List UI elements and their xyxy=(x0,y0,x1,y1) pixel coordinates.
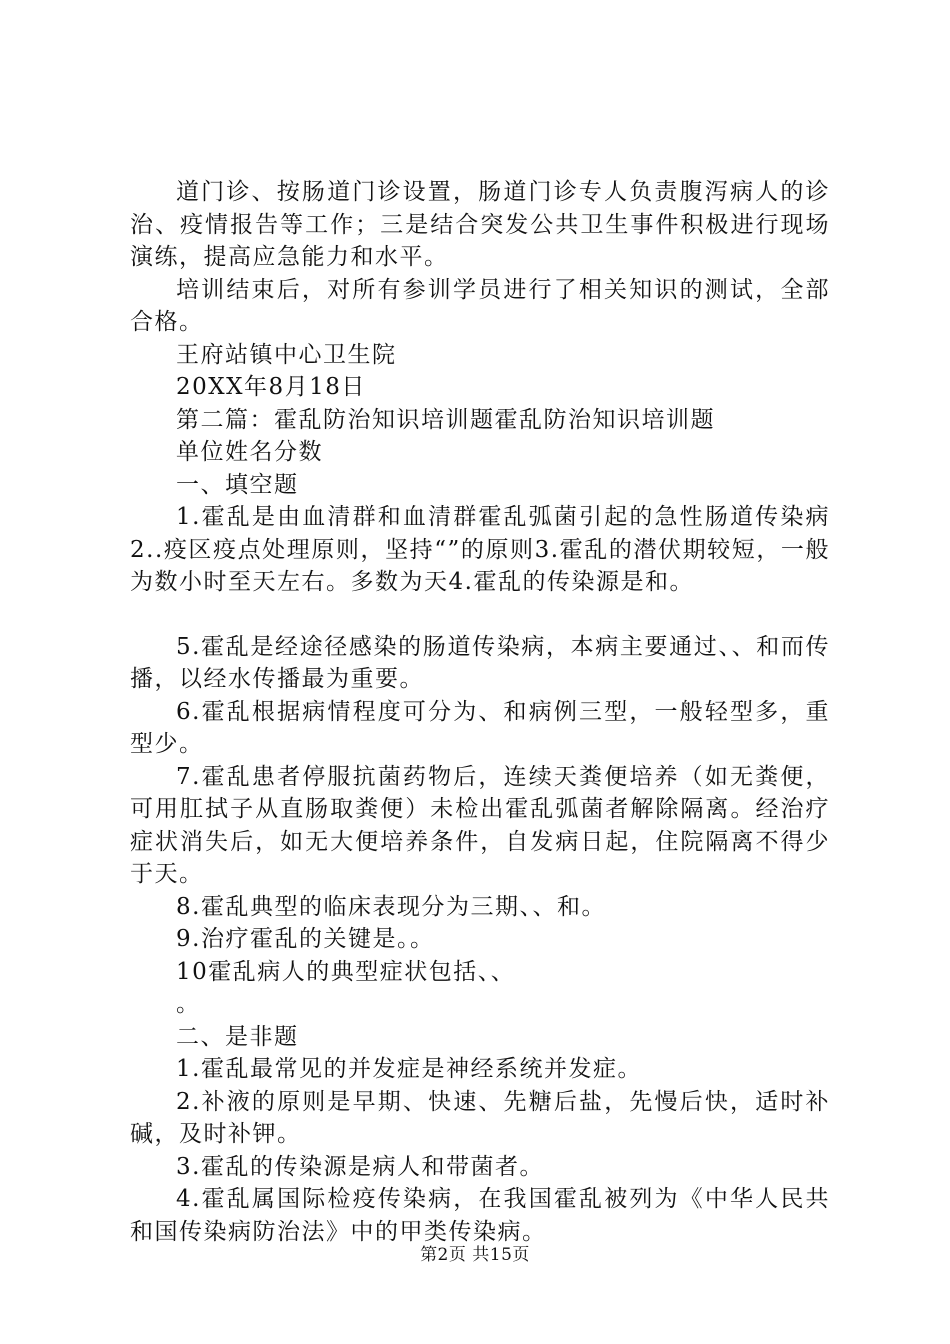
question-tf-2: 2.补液的原则是早期、快速、先糖后盐，先慢后快，适时补碱，及时补钾。 xyxy=(130,1088,830,1147)
question-fill-9: 9.治疗霍乱的关键是。。 xyxy=(176,926,435,952)
question-fill-7: 7.霍乱患者停服抗菌药物后，连续天粪便培养（如无粪便，可用肛拭子从直肠取粪便）未检出霍乱弧菌者解除隔离。经治疗症状消失后，如无大便培养条件，自发病日起，住院隔离不得少于天。 xyxy=(130,763,830,887)
document-body xyxy=(130,176,830,1248)
page-number-footer: 第2页 共15页 xyxy=(420,1245,530,1265)
paragraph-organization: 王府站镇中心卫生院 xyxy=(176,341,397,368)
heading-fill-in-blank: 一、填空题 xyxy=(176,471,299,498)
paragraph-unit-name-score: 单位姓名分数 xyxy=(176,439,323,465)
question-fill-10: 10霍乱病人的典型症状包括、、 xyxy=(176,958,516,985)
question-fill-8: 8.霍乱典型的临床表现分为三期、、和。 xyxy=(176,893,606,920)
question-fill-5: 5.霍乱是经途径感染的肠道传染病，本病主要通过、、和而传播，以经水传播最为重要。 xyxy=(130,633,830,692)
section-title-part-two: 第二篇：霍乱防治知识培训题霍乱防治知识培训题 xyxy=(176,406,715,433)
paragraph-training-result: 培训结束后，对所有参训学员进行了相关知识的测试，全部合格。 xyxy=(130,276,830,335)
heading-true-false: 二、是非题 xyxy=(176,1023,299,1050)
paragraph-clinic-setup: 道门诊、按肠道门诊设置，肠道门诊专人负责腹泻病人的诊治、疫情报告等工作；三是结合突发公共卫生事件积极进行现场演练，提高应急能力和水平。 xyxy=(130,179,830,270)
question-fill-1-4: 1.霍乱是由血清群和血清群霍乱弧菌引起的急性肠道传染病2..疫区疫点处理原则，坚持“”的原则3.霍乱的潜伏期较短，一般为数小时至天左右。多数为天4.霍乱的传染源是和。 xyxy=(130,504,830,595)
question-tf-1: 1.霍乱最常见的并发症是神经系统并发症。 xyxy=(176,1056,642,1082)
question-fill-6: 6.霍乱根据病情程度可分为、和病例三型，一般轻型多，重型少。 xyxy=(130,698,830,757)
question-fill-10-continuation: 。 xyxy=(176,991,201,1017)
blank-spacer xyxy=(130,599,830,631)
question-tf-3: 3.霍乱的传染源是病人和带菌者。 xyxy=(176,1153,544,1180)
question-tf-4: 4.霍乱属国际检疫传染病，在我国霍乱被列为《中华人民共和国传染病防治法》中的甲类传染病。 xyxy=(130,1186,830,1245)
paragraph-date: 20XX年8月18日 xyxy=(176,374,366,400)
